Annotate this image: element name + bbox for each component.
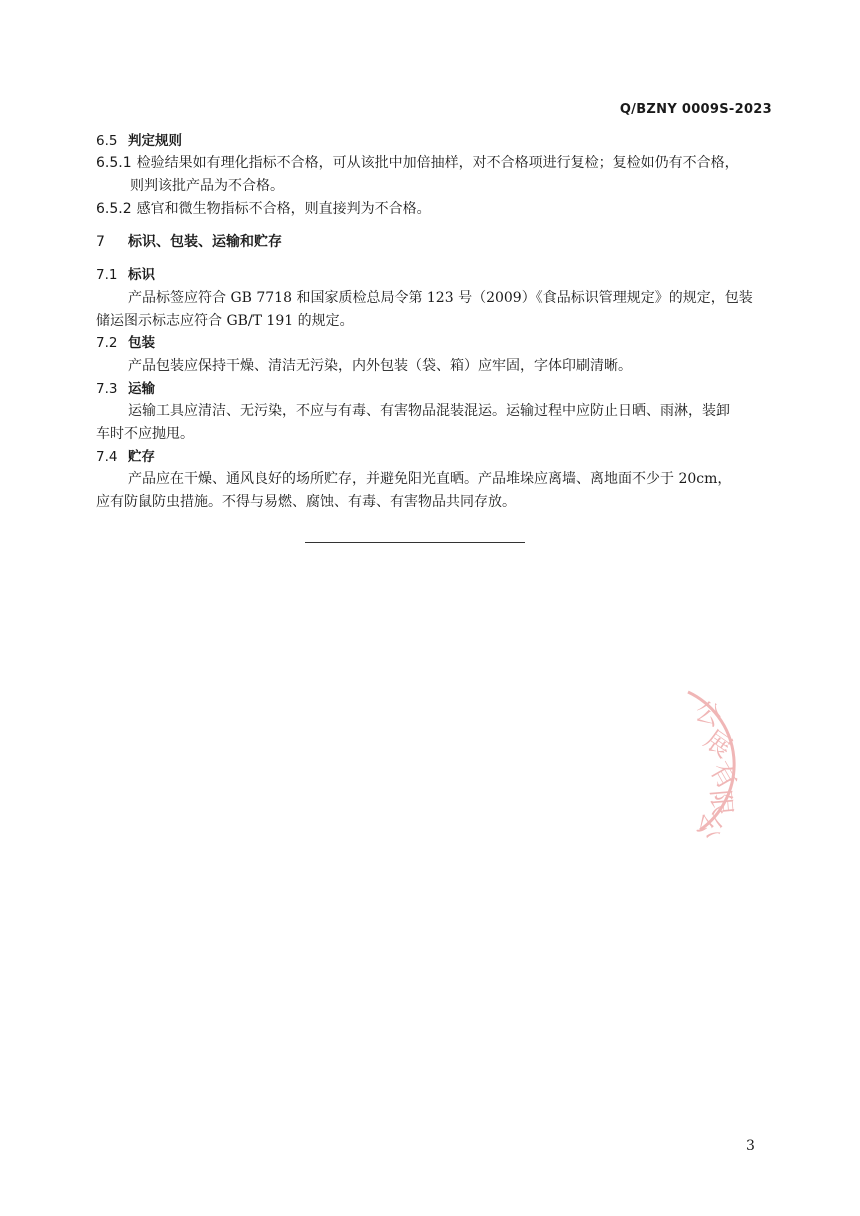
- clause-6-5-2: [96, 199, 431, 219]
- section-title: 判定规则: [128, 133, 182, 149]
- section-7-2-heading: [96, 333, 155, 353]
- section-number: 7: [96, 234, 105, 250]
- section-7-heading: [96, 232, 282, 252]
- section-number: 7.3: [96, 381, 118, 397]
- company-seal: [640, 680, 770, 843]
- seal-char: 限: [704, 788, 737, 817]
- paragraph-7-3-line-1: 运输工具应清洁、无污染，不应与有毒、有害物品混装混运。运输过程中应防止日晒、雨淋，装卸: [128, 403, 730, 419]
- section-title: 包装: [128, 335, 155, 351]
- seal-char: 展: [698, 724, 737, 765]
- clause-text: 检验结果如有理化指标不合格，可从该批中加倍抽样，对不合格项进行复检；复检如仍有不合格，: [136, 155, 739, 171]
- clause-6-5-1: [96, 153, 739, 173]
- section-title: 标识: [128, 267, 155, 283]
- section-7-4-heading: [96, 447, 155, 467]
- page-number: 3: [746, 1138, 755, 1154]
- paragraph-7-1-line-2: 储运图示标志应符合 GB/T 191 的规定。: [96, 313, 354, 329]
- seal-char: 公: [690, 696, 726, 734]
- clause-number: 6.5.1: [96, 155, 132, 171]
- section-6-5-heading: [96, 131, 182, 151]
- section-number: 7.2: [96, 335, 118, 351]
- section-title: 标识、包装、运输和贮存: [128, 234, 282, 250]
- seal-char: 公: [690, 808, 728, 843]
- paragraph-7-4-line-1: 产品应在干燥、通风良好的场所贮存，并避免阳光直晒。产品堆垛应离墙、离地面不少于 20cm，: [128, 471, 732, 487]
- paragraph-7-3-line-2: 车时不应抛甩。: [96, 426, 194, 442]
- clause-text: 感官和微生物指标不合格，则直接判为不合格。: [136, 201, 431, 217]
- section-title: 运输: [128, 381, 155, 397]
- section-title: 贮存: [128, 449, 155, 465]
- paragraph-7-4-line-2: 应有防鼠防虫措施。不得与易燃、腐蚀、有毒、有害物品共同存放。: [96, 494, 516, 510]
- section-7-1-heading: [96, 265, 155, 285]
- paragraph-7-2-line-1: 产品包装应保持干燥、清洁无污染，内外包装（袋、箱）应牢固，字体印刷清晰。: [128, 358, 632, 374]
- document-code: Q/BZNY 0009S-2023: [619, 102, 772, 117]
- section-number: 7.1: [96, 267, 118, 283]
- clause-6-5-1-continued: 则判该批产品为不合格。: [130, 178, 284, 194]
- section-number: 6.5: [96, 133, 118, 149]
- paragraph-7-1-line-1: 产品标签应符合 GB 7718 和国家质检总局令第 123 号（2009）《食品标识管理规定》的规定，包装: [128, 290, 753, 306]
- section-7-3-heading: [96, 379, 155, 399]
- section-number: 7.4: [96, 449, 118, 465]
- clause-number: 6.5.2: [96, 201, 132, 217]
- seal-char: 有: [703, 756, 743, 795]
- end-of-document-rule: [305, 542, 525, 543]
